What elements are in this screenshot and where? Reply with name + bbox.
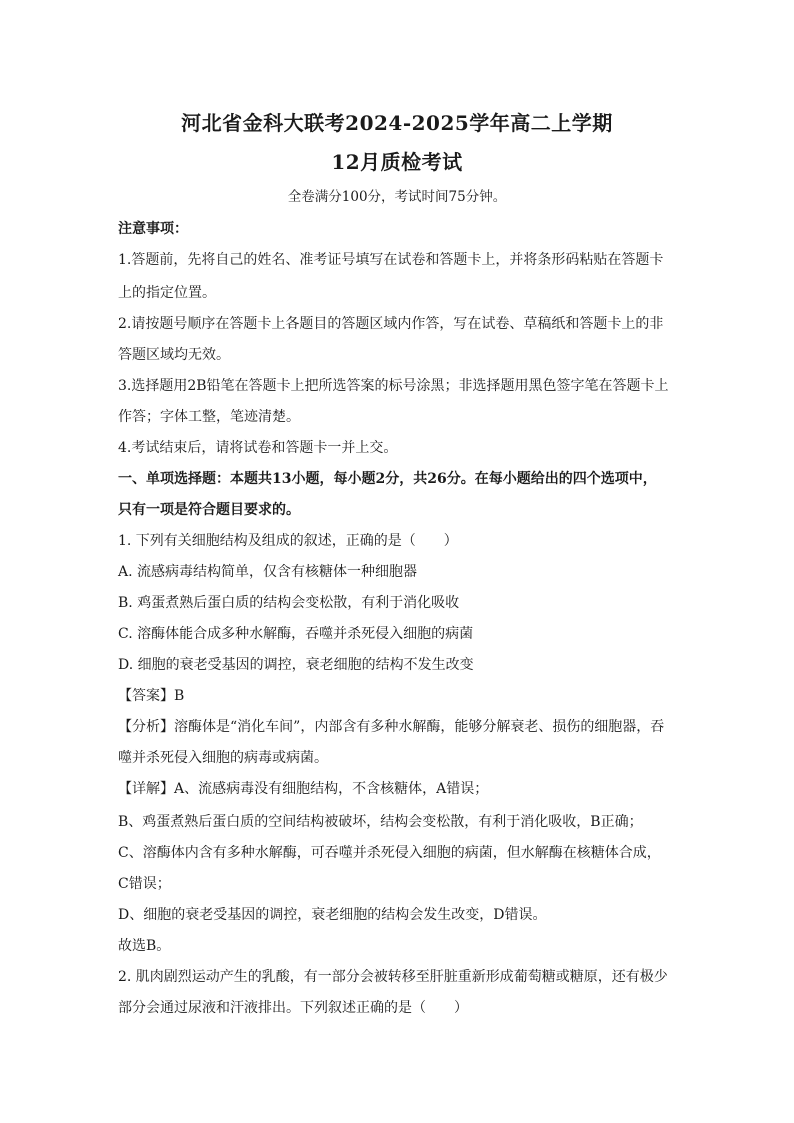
exam-title-line1: 河北省金科大联考2024-2025学年高二上学期 bbox=[181, 111, 613, 135]
detail-line: 故选B。 bbox=[118, 938, 171, 954]
notes-line: 2.请按题号顺序在答题卡上各题目的答题区域内作答，写在试卷、草稿纸和答题卡上的非 bbox=[118, 316, 664, 332]
detail-line: D、细胞的衰老受基因的调控，衰老细胞的结构会发生改变，D错误。 bbox=[118, 907, 547, 923]
exam-title-line2: 12月质检考试 bbox=[331, 150, 463, 174]
question-stem: 1. 下列有关细胞结构及组成的叙述，正确的是（ ） bbox=[118, 533, 458, 549]
section-heading-line1: 一、单项选择题：本题共13小题，每小题2分，共26分。在每小题给出的四个选项中， bbox=[118, 471, 657, 487]
notes-line: 4.考试结束后，请将试卷和答题卡一并上交。 bbox=[118, 440, 398, 456]
analysis-line2: 噬并杀死侵入细胞的病毒或病菌。 bbox=[118, 750, 328, 766]
option-c: C. 溶酶体能合成多种水解酶，吞噬并杀死侵入细胞的病菌 bbox=[118, 626, 474, 642]
notes-line: 答题区域均无效。 bbox=[118, 347, 230, 363]
notes-line: 3.选择题用2B铅笔在答题卡上把所选答案的标号涂黑；非选择题用黑色签字笔在答题卡上 bbox=[118, 378, 669, 394]
option-d: D. 细胞的衰老受基因的调控，衰老细胞的结构不发生改变 bbox=[118, 657, 474, 673]
answer: 【答案】B bbox=[118, 688, 185, 704]
detail-line: C错误； bbox=[118, 876, 171, 892]
notes-heading: 注意事项： bbox=[118, 221, 188, 237]
notes-line: 上的指定位置。 bbox=[118, 285, 216, 301]
option-b: B. 鸡蛋煮熟后蛋白质的结构会变松散，有利于消化吸收 bbox=[118, 595, 460, 611]
detail-line: C、溶酶体内含有多种水解酶，可吞噬并杀死侵入细胞的病菌，但水解酶在核糖体合成， bbox=[118, 845, 661, 861]
option-a: A. 流感病毒结构简单，仅含有核糖体一种细胞器 bbox=[118, 564, 418, 580]
exam-subtitle: 全卷满分100分，考试时间75分钟。 bbox=[287, 189, 507, 205]
detail-line: 【详解】A、流感病毒没有细胞结构，不含核糖体，A错误； bbox=[118, 781, 489, 797]
section-heading-line2: 只有一项是符合题目要求的。 bbox=[118, 502, 300, 518]
question-stem: 2. 肌肉剧烈运动产生的乳酸，有一部分会被转移至肝脏重新形成葡萄糖或糖原，还有极少 bbox=[118, 969, 668, 985]
detail-line: B、鸡蛋煮熟后蛋白质的空间结构被破坏，结构会变松散，有利于消化吸收，B正确； bbox=[118, 814, 643, 830]
notes-line: 作答；字体工整，笔迹清楚。 bbox=[118, 409, 300, 425]
notes-line: 1.答题前，先将自己的姓名、准考证号填写在试卷和答题卡上，并将条形码粘贴在答题卡 bbox=[118, 252, 664, 268]
question-stem-cont: 部分会通过尿液和汗液排出。下列叙述正确的是（ ） bbox=[118, 1000, 468, 1016]
analysis-line1: 【分析】溶酶体是“消化车间”，内部含有多种水解酶，能够分解衰老、损伤的细胞器，吞 bbox=[118, 719, 665, 735]
